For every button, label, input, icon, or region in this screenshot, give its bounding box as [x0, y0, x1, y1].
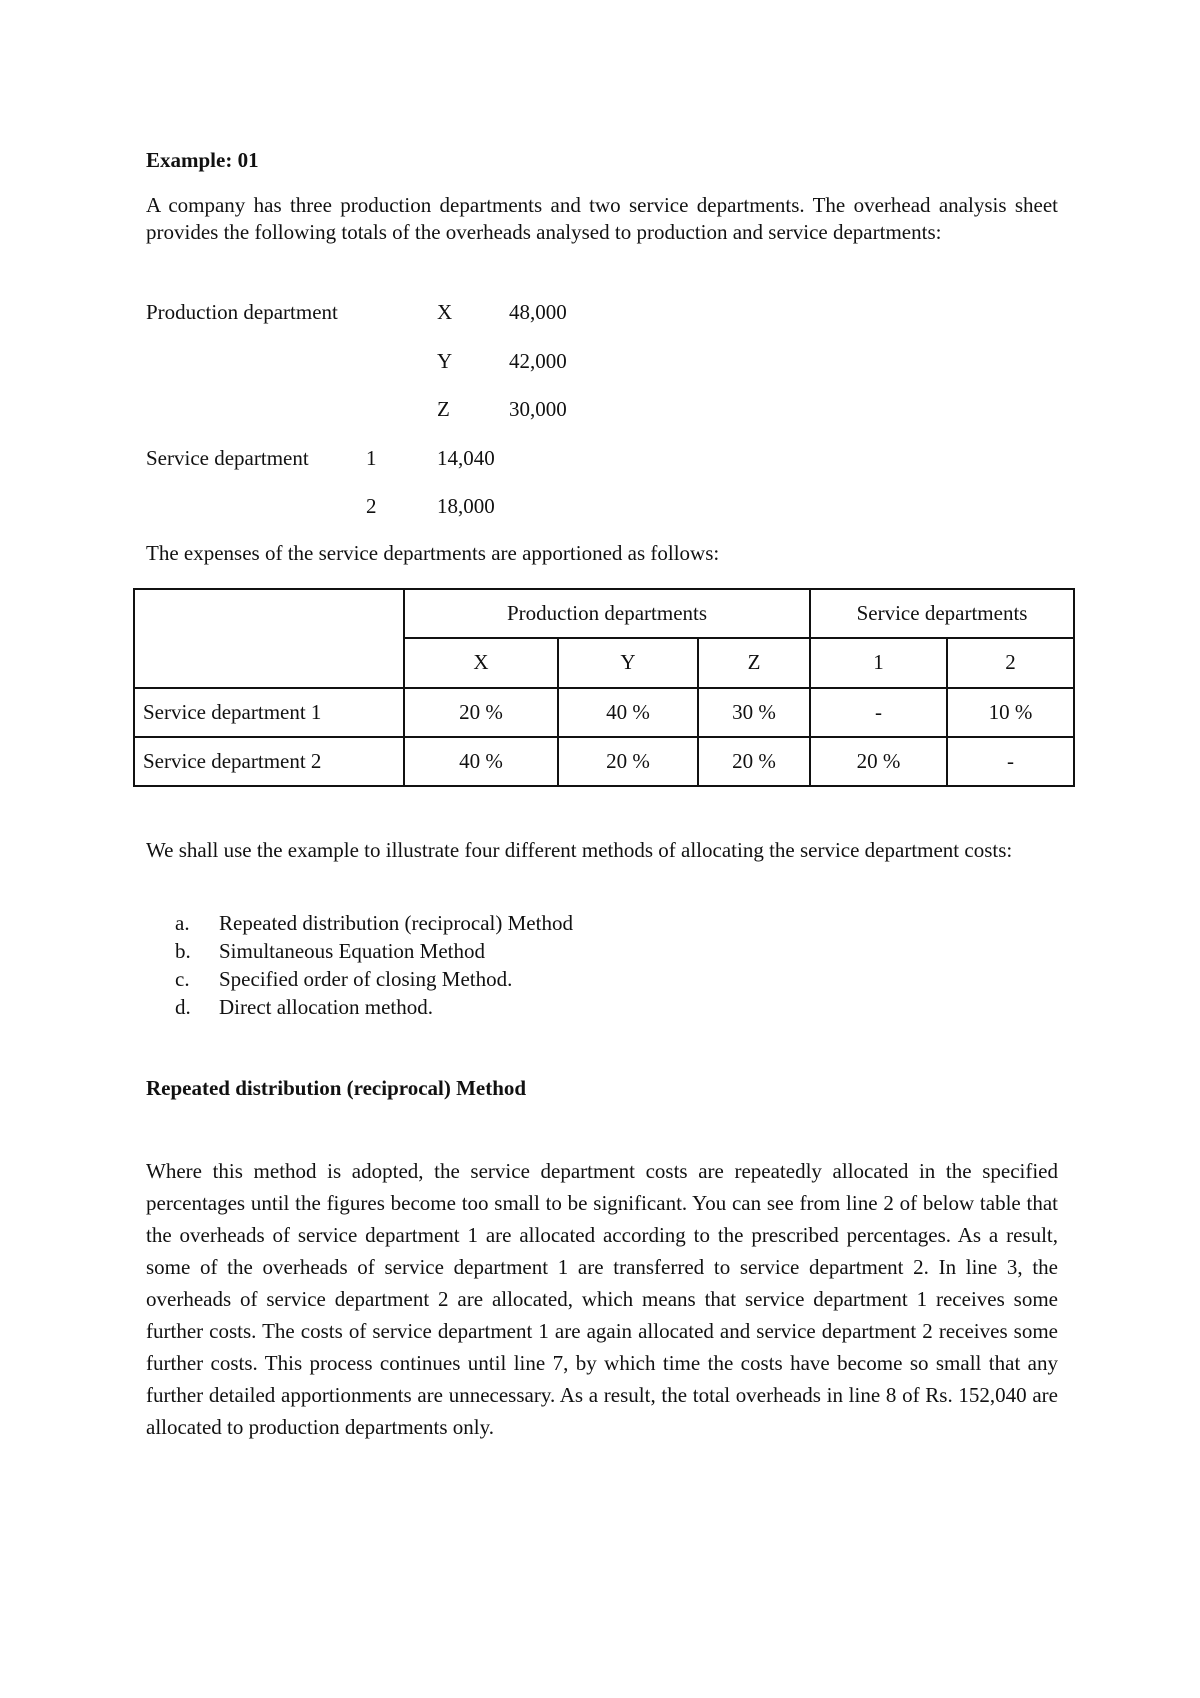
production-department-label: Production department [146, 300, 338, 324]
list-item-text: Repeated distribution (reciprocal) Method [219, 911, 573, 935]
table-cell: 20 % [404, 688, 558, 737]
table-row [134, 688, 1074, 737]
column-header: Z [698, 638, 810, 687]
list-marker: c. [175, 967, 190, 991]
table-cell: 40 % [558, 688, 698, 737]
table-corner-cell [134, 589, 404, 688]
service-department-label: Service department [146, 446, 309, 470]
row-label: Service department 2 [134, 737, 404, 786]
table-cell: 40 % [404, 737, 558, 786]
group-header-production: Production departments [404, 589, 810, 638]
list-item [146, 965, 573, 993]
dept-amount: 42,000 [509, 349, 567, 373]
list-item-text: Direct allocation method. [219, 995, 434, 1019]
table-cell: - [947, 737, 1074, 786]
dept-code: X [437, 300, 453, 324]
dept-amount: 18,000 [437, 494, 495, 518]
dept-code: Y [437, 349, 453, 373]
column-header: 1 [810, 638, 947, 687]
list-marker: b. [175, 939, 191, 963]
intro-paragraph: A company has three production departments and two service departments. The overhead analysis sheet provides the following totals of the overheads analysed to production and service departments: [146, 193, 1058, 244]
document-page [143, 0, 1058, 1698]
column-header: Y [558, 638, 698, 687]
table-cell: 10 % [947, 688, 1074, 737]
row-label: Service department 1 [134, 688, 404, 737]
table-row [134, 737, 1074, 786]
table-header-row [134, 589, 1074, 638]
dept-code: 1 [366, 446, 377, 470]
section-heading: Repeated distribution (reciprocal) Method [146, 1076, 527, 1100]
methods-intro: We shall use the example to illustrate four different methods of allocating the service department costs: [146, 838, 1013, 862]
list-item [146, 993, 573, 1021]
table-cell: 30 % [698, 688, 810, 737]
table-cell: 20 % [698, 737, 810, 786]
table-cell: - [810, 688, 947, 737]
example-title: Example: 01 [146, 148, 259, 172]
list-item-text: Specified order of closing Method. [219, 967, 513, 991]
dept-amount: 30,000 [509, 397, 567, 421]
column-header: X [404, 638, 558, 687]
section-body-paragraph: Where this method is adopted, the service department costs are repeatedly allocated in the specified percentages until the figures become too small to be significant. You can see from line 2 of below table that the overheads of service department 1 are allocated according to the prescribed percentages. As a result, some of the overheads of service department 1 are transferred to service department 2. In line 3, the overheads of service department 2 are allocated, which means that service department 1 receives some further costs. The costs of service department 1 are again allocated and service department 2 receives some further costs. This process continues until line 7, by which time the costs have become so small that any further detailed apportionments are unnecessary. As a result, the total overheads in line 8 of Rs. 152,040 are allocated to production departments only. [146, 1159, 1058, 1439]
table-cell: 20 % [810, 737, 947, 786]
group-header-service: Service departments [810, 589, 1074, 638]
apportionment-table [133, 588, 1075, 787]
list-item [146, 909, 573, 937]
list-marker: a. [175, 911, 190, 935]
list-marker: d. [175, 995, 191, 1019]
dept-code: Z [437, 397, 450, 421]
dept-code: 2 [366, 494, 377, 518]
list-item [146, 937, 573, 965]
dept-amount: 14,040 [437, 446, 495, 470]
dept-amount: 48,000 [509, 300, 567, 324]
table-cell: 20 % [558, 737, 698, 786]
list-item-text: Simultaneous Equation Method [219, 939, 485, 963]
column-header: 2 [947, 638, 1074, 687]
apportion-intro: The expenses of the service departments are apportioned as follows: [146, 541, 720, 565]
methods-list [146, 909, 573, 1021]
